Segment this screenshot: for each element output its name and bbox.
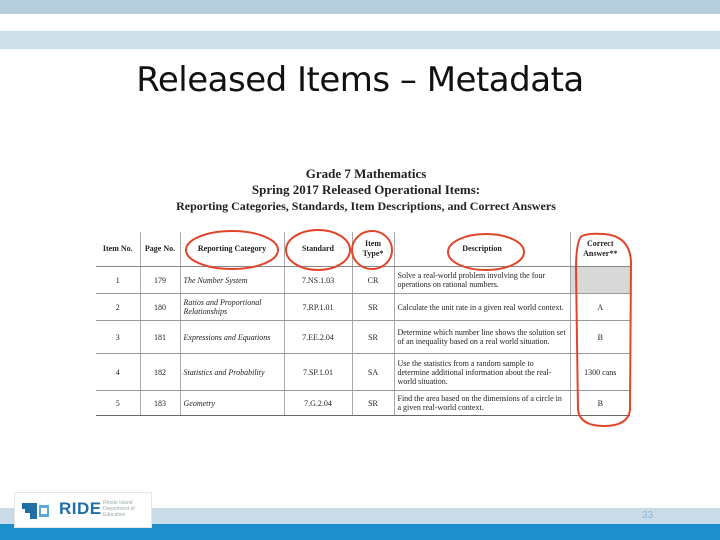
ride-logo (14, 492, 152, 528)
cell-page-no: 180 (140, 294, 180, 321)
cell-item-no: 3 (96, 321, 140, 354)
cell-standard: 7.SP.1.01 (284, 354, 352, 391)
page-number: 33 (642, 510, 654, 521)
document-heading-release: Spring 2017 Released Operational Items: (251, 182, 481, 197)
top-band-stripe-3 (0, 31, 720, 49)
cell-answer: A (570, 294, 630, 321)
cell-answer: 1300 cans (570, 354, 630, 391)
top-decorative-band (0, 0, 720, 49)
cell-item-no: 1 (96, 267, 140, 294)
cell-item-no: 2 (96, 294, 140, 321)
cell-category: Statistics and Probability (180, 354, 284, 391)
cell-item-type: SR (352, 294, 394, 321)
cell-page-no: 179 (140, 267, 180, 294)
cell-category: The Number System (180, 267, 284, 294)
cell-category: Expressions and Equations (180, 321, 284, 354)
table-row (96, 354, 630, 391)
cell-answer: B (570, 321, 630, 354)
top-band-stripe-1 (0, 0, 720, 14)
document-heading-subtitle: Reporting Categories, Standards, Item Descriptions, and Correct Answers (176, 199, 556, 213)
document-heading-grade: Grade 7 Mathematics (305, 166, 427, 181)
cell-answer (570, 267, 630, 294)
header-item-no: Item No. (96, 232, 140, 267)
slide-footer (0, 492, 720, 540)
cell-standard: 7.NS.1.03 (284, 267, 352, 294)
top-band-stripe-2 (0, 14, 720, 31)
header-standard: Standard (284, 232, 352, 267)
header-item-type: Item Type* (352, 232, 394, 267)
cell-standard: 7.EE.2.04 (284, 321, 352, 354)
ride-logo-text: RIDE (59, 499, 102, 518)
header-correct-answer: Correct Answer** (570, 232, 630, 267)
cell-item-type: SA (352, 354, 394, 391)
cell-item-type: SR (352, 321, 394, 354)
table-row (96, 321, 630, 354)
rhode-island-icon (19, 499, 53, 523)
slide-title: Released Items – Metadata (136, 60, 584, 100)
cell-description: Find the area based on the dimensions of a circle in a given real-world context. (394, 391, 570, 416)
cell-answer: B (570, 391, 630, 416)
cell-description: Calculate the unit rate in a given real world context. (394, 294, 570, 321)
table-row (96, 391, 630, 416)
cell-item-type: CR (352, 267, 394, 294)
document-excerpt (96, 166, 636, 428)
cell-page-no: 183 (140, 391, 180, 416)
ride-logo-subtext: Rhode Island Department of Education (103, 500, 135, 518)
cell-category: Geometry (180, 391, 284, 416)
cell-description: Use the statistics from a random sample to determine additional information about the real-world situation. (394, 354, 570, 391)
header-description: Description (394, 232, 570, 267)
table-header-row (96, 232, 630, 267)
header-page-no: Page No. (140, 232, 180, 267)
released-items-table (96, 232, 630, 416)
header-reporting-category: Reporting Category (180, 232, 284, 267)
table-row (96, 294, 630, 321)
cell-page-no: 181 (140, 321, 180, 354)
cell-standard: 7.G.2.04 (284, 391, 352, 416)
document-heading (96, 166, 636, 214)
cell-category: Ratios and Proportional Relationships (180, 294, 284, 321)
cell-item-no: 4 (96, 354, 140, 391)
cell-description: Determine which number line shows the solution set of an inequality based on a real world situation. (394, 321, 570, 354)
cell-page-no: 182 (140, 354, 180, 391)
cell-item-no: 5 (96, 391, 140, 416)
table-row (96, 267, 630, 294)
cell-item-type: SR (352, 391, 394, 416)
cell-standard: 7.RP.1.01 (284, 294, 352, 321)
cell-description: Solve a real-world problem involving the four operations on rational numbers. (394, 267, 570, 294)
